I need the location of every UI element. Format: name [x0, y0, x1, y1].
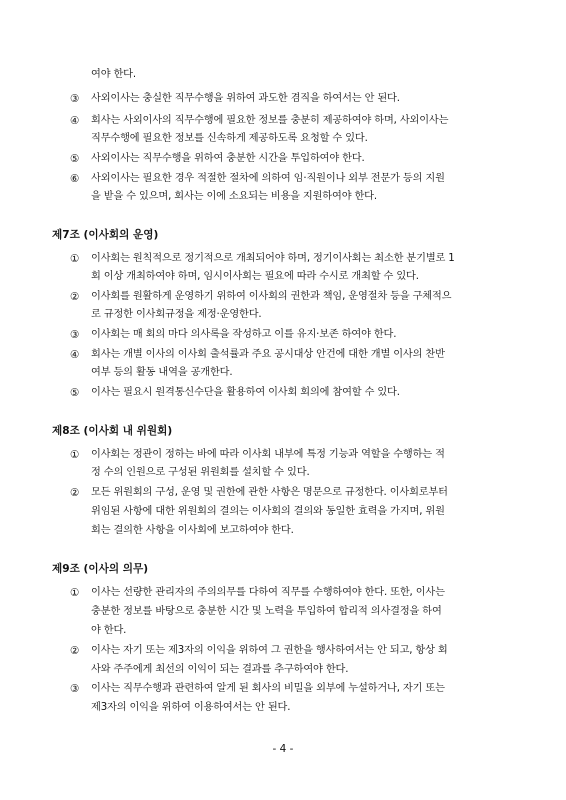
item-text-line: 이사는 직무수행과 관련하여 알게 된 회사의 비밀을 외부에 누설하거나, 자기 또는: [91, 683, 445, 694]
item-number: ④: [70, 115, 80, 127]
item-text-line: 사외이사는 직무수행을 위하여 충분한 시간을 투입하여야 한다.: [91, 153, 365, 164]
item-number: ③: [70, 93, 80, 105]
item-number: ①: [70, 587, 80, 599]
item-number: ③: [70, 329, 80, 341]
item-number: ②: [70, 645, 80, 657]
item-text-line: 이사회는 매 회의 마다 의사록을 작성하고 이를 유지·보존 하여야 한다.: [91, 329, 397, 340]
item-text-line: 모든 위원회의 구성, 운영 및 권한에 관한 사항은 명문으로 규정한다. 이사회로부터: [91, 487, 448, 498]
item-text-line: 충분한 정보를 바탕으로 충분한 시간 및 노력을 투입하여 합리적 의사결정을 하여: [91, 606, 442, 617]
item-text-line: 위임된 사항에 대한 위원회의 결의는 이사회의 결의와 동일한 효력을 가지며, 위원: [91, 506, 445, 517]
item-number: ①: [70, 253, 80, 265]
item-text-line: 야 한다.: [91, 625, 127, 636]
item-text-line: 사와 주주에게 최선의 이익이 되는 결과를 추구하여야 한다.: [91, 664, 349, 675]
item-text-line: 사외이사는 필요한 경우 적절한 절차에 의하여 임·직원이나 외부 전문가 등의 지원: [91, 173, 445, 184]
item-text-line: 회 이상 개최하여야 하며, 임시이사회는 필요에 따라 수시로 개최할 수 있다.: [91, 271, 419, 282]
item-number: ⑤: [70, 387, 80, 399]
item-number: ②: [70, 487, 80, 499]
item-number: ③: [70, 683, 80, 695]
item-number: ⑥: [70, 173, 80, 185]
item-text-line: 회는 결의한 사항을 이사회에 보고하여야 한다.: [91, 525, 294, 536]
item-number: ④: [70, 349, 80, 361]
item-text-line: 이사는 자기 또는 제3자의 이익을 위하여 그 권한을 행사하여서는 안 되고, 항상 회: [91, 645, 448, 656]
item-text-line: 이사는 필요시 원격통신수단을 활용하여 이사회 회의에 참여할 수 있다.: [91, 387, 400, 398]
item-text-line: 직무수행에 필요한 정보를 신속하게 제공하도록 요청할 수 있다.: [91, 133, 368, 144]
article-7-heading: 제7조 (이사회의 운영): [52, 229, 159, 241]
item-text-line: 이사는 선량한 관리자의 주의의무를 다하여 직무를 수행하여야 한다. 또한, 이사는: [91, 587, 445, 598]
item-text-line: 회사는 개별 이사의 이사회 출석률과 주요 공시대상 안건에 대한 개별 이사의 찬반: [91, 349, 445, 360]
page-number: - 4 -: [272, 743, 294, 755]
item-text-line: 이사회는 원칙적으로 정기적으로 개최되어야 하며, 정기이사회는 최소한 분기별로 1: [91, 253, 455, 264]
item-number: ⑤: [70, 153, 80, 165]
item-text-line: 이사회는 정관이 정하는 바에 따라 이사회 내부에 특정 기능과 역할을 수행하는 적: [91, 449, 445, 460]
article-8-heading: 제8조 (이사회 내 위원회): [52, 425, 173, 437]
item-text-line: 제3자의 이익을 위하여 이용하여서는 안 된다.: [91, 702, 291, 713]
item-text-line: 사외이사는 충실한 직무수행을 위하여 과도한 겸직을 하여서는 안 된다.: [91, 93, 400, 104]
article-9-heading: 제9조 (이사의 의무): [52, 563, 149, 575]
item-text-line: 회사는 사외이사의 직무수행에 필요한 정보를 충분히 제공하여야 하며, 사외이사는: [91, 115, 449, 126]
item-text-line: 정 수의 인원으로 구성된 위원회를 설치할 수 있다.: [91, 467, 310, 478]
item-number: ②: [70, 291, 80, 303]
continuation-line: 여야 한다.: [91, 69, 136, 80]
item-text-line: 여부 등의 활동 내역을 공개한다.: [91, 367, 233, 378]
item-text-line: 이사회를 원활하게 운영하기 위하여 이사회의 권한과 책임, 운영절차 등을 구체적으: [91, 291, 452, 302]
item-text-line: 을 받을 수 있으며, 회사는 이에 소요되는 비용을 지원하여야 한다.: [91, 191, 377, 202]
item-number: ①: [70, 449, 80, 461]
item-text-line: 로 규정한 이사회규정을 제정·운영한다.: [91, 309, 262, 320]
